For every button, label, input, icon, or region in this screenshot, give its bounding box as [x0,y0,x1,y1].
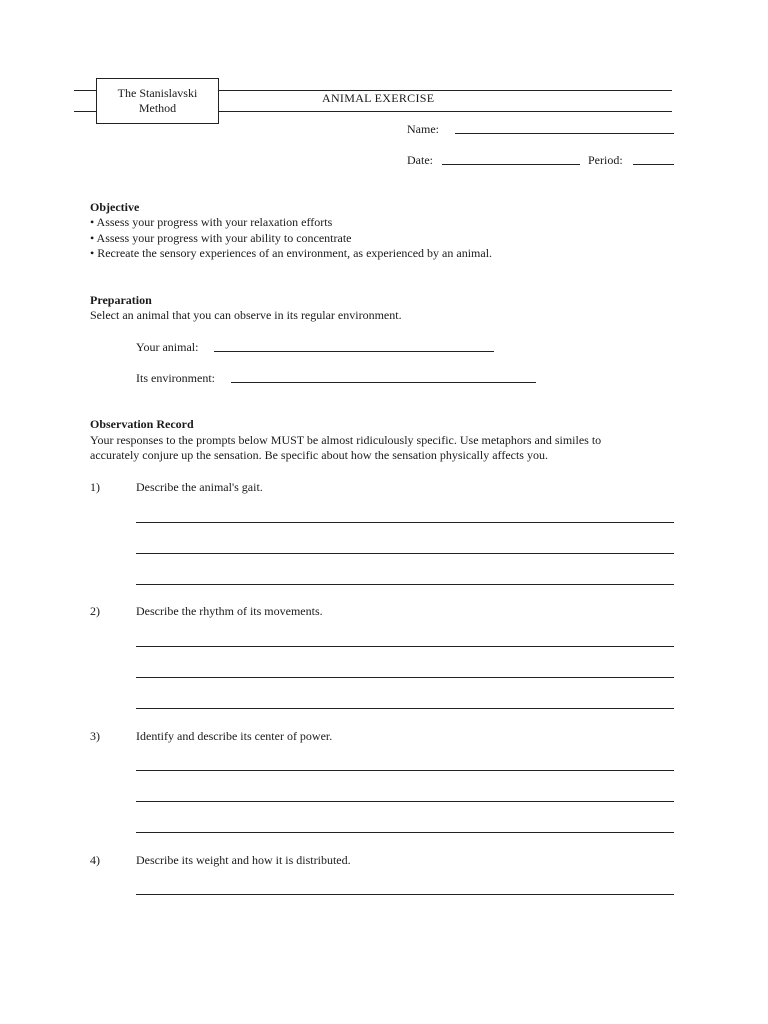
page-title: ANIMAL EXERCISE [322,91,435,105]
prompt-text: Identify and describe its center of power. [136,729,333,743]
answer-line[interactable] [136,522,674,523]
objective-item: • Assess your progress with your relaxation efforts [90,215,333,229]
prompt-text: Describe the animal's gait. [136,480,263,494]
answer-line[interactable] [136,770,674,771]
prompt-text: Describe the rhythm of its movements. [136,604,323,618]
objective-heading: Objective [90,200,140,214]
date-field[interactable] [442,164,580,165]
method-logo-box [96,78,219,124]
answer-line[interactable] [136,553,674,554]
prompt-number: 1) [90,480,100,494]
date-label: Date: [407,153,433,167]
prompt-number: 4) [90,853,100,867]
objective-item: • Assess your progress with your ability to concentrate [90,231,352,245]
answer-line[interactable] [136,832,674,833]
prompt-number: 3) [90,729,100,743]
observation-instruction-2: accurately conjure up the sensation. Be specific about how the sensation physically affects you. [90,448,548,462]
observation-heading: Observation Record [90,417,194,431]
answer-line[interactable] [136,584,674,585]
answer-line[interactable] [136,708,674,709]
objective-item: • Recreate the sensory experiences of an environment, as experienced by an animal. [90,246,493,260]
environment-label: Its environment: [136,371,215,385]
prompt-text: Describe its weight and how it is distributed. [136,853,351,867]
answer-line[interactable] [136,646,674,647]
observation-instruction-1: Your responses to the prompts below MUST be almost ridiculously specific. Use metaphors and similes to [90,433,602,447]
logo-line-2: Method [138,101,177,115]
your-animal-field[interactable] [214,351,494,352]
preparation-instruction: Select an animal that you can observe in its regular environment. [90,308,402,322]
name-label: Name: [407,122,439,136]
preparation-heading: Preparation [90,293,152,307]
answer-line[interactable] [136,894,674,895]
your-animal-label: Your animal: [136,340,199,354]
answer-line[interactable] [136,801,674,802]
environment-field[interactable] [231,382,536,383]
logo-line-1: The Stanislavski [117,86,198,100]
period-field[interactable] [633,164,674,165]
name-field[interactable] [455,133,674,134]
prompt-number: 2) [90,604,100,618]
answer-line[interactable] [136,677,674,678]
period-label: Period: [588,153,623,167]
